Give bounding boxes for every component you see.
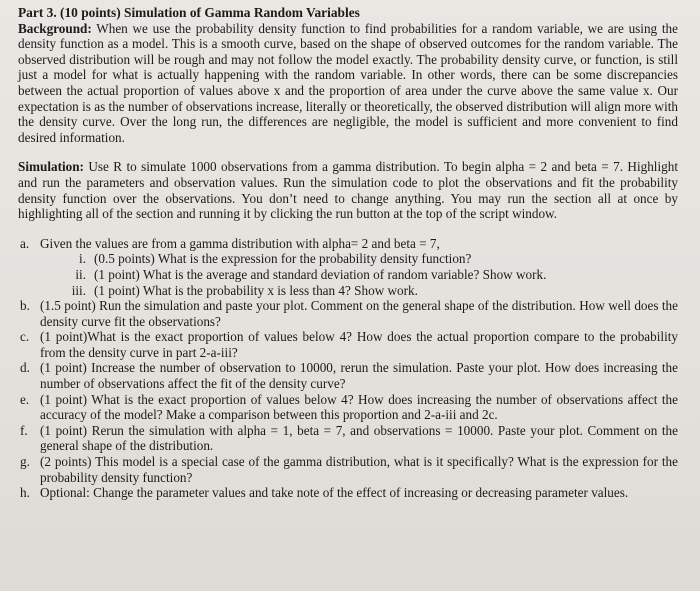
question-list [18,236,678,501]
simulation-label: Simulation: [18,159,84,175]
question-letter: c. [20,329,30,345]
sub-question-number: i. [79,251,86,267]
background-text: When we use the probability density function to find probabilities for a random variable, we are using the density function as a model. This is a smooth curve, based on the shape of observed outcomes for the random variable. The observed distribution will be rough and may not follow the model exactly. The probability density curve, or function, is still just a model for what is actually happening with the random variable. In other words, there can be some discrepancies between the actual proportion of values above x and the proportion of area under the curve above the same value x. Our expectation is as the number of observations increase, literally or theoretically, the observed distribution will align more with the density curve. Over the long run, the differences are negligible, the model is sufficient and more convenient to find desired information. [18,20,678,145]
simulation-text: Use R to simulate 1000 observations from a gamma distribution. To begin alpha = 2 and beta = 7. Highlight and run the parameters and observation values. Run the simulation code to plot the observations and fit the probability density function over the observations. You don’t need to change anything. You may run the section all at once by highlighting all of the section and running it by clicking the run button at the top of the script window. [18,159,678,222]
question-letter: b. [20,298,30,314]
sub-question-ii [64,267,678,283]
question-c [18,329,678,360]
question-text: (1 point) What is the exact proportion of values below 4? How does increasing the number of observations affect the accuracy of the model? Make a comparison between this proportion and 2-a-iii and 2c. [40,391,678,423]
part-title: Part 3. (10 points) Simulation of Gamma Random Variables [18,5,360,20]
question-text: Optional: Change the parameter values and take note of the effect of increasing or decreasing parameter values. [40,485,629,501]
question-text: Given the values are from a gamma distribution with alpha= 2 and beta = 7, [40,235,440,251]
question-f [18,423,678,454]
question-letter: a. [20,235,30,251]
question-a [18,236,678,298]
sub-question-list [40,251,678,298]
background-paragraph [18,21,678,146]
question-letter: g. [20,454,30,470]
question-d [18,360,678,391]
question-text: (2 points) This model is a special case of the gamma distribution, what is it specifically? What is the expression for the probability density function? [40,454,678,485]
question-e [18,392,678,423]
question-text: (1 point) Increase the number of observation to 10000, rerun the simulation. Paste your plot. How does increasing the number of observations affect the fit of the density curve? [40,360,678,392]
question-letter: e. [20,391,30,407]
question-text: (1 point) Rerun the simulation with alpha = 1, beta = 7, and observations = 10000. Paste your plot. Comment on the general shape of the distribution. [40,422,678,454]
question-b [18,298,678,329]
question-text: (1.5 point) Run the simulation and paste your plot. Comment on the general shape of the distribution. How well does the density curve fit the observations? [40,298,678,329]
question-letter: d. [20,360,30,376]
question-text: (1 point)What is the exact proportion of values below 4? How does the actual proportion compare to the probability from the density curve in part 2-a-iii? [40,329,678,360]
simulation-paragraph [18,159,678,221]
question-g [18,454,678,485]
sub-question-i [64,251,678,267]
sub-question-iii [64,283,678,299]
sub-question-number: iii. [71,282,86,298]
sub-question-text: (0.5 points) What is the expression for the probability density function? [94,251,472,267]
sub-question-number: ii. [75,266,86,282]
sub-question-text: (1 point) What is the average and standard deviation of random variable? Show work. [94,266,547,282]
question-letter: h. [20,485,30,501]
question-h [18,485,678,501]
question-letter: f. [20,422,28,438]
background-label: Background: [18,20,92,36]
sub-question-text: (1 point) What is the probability x is less than 4? Show work. [94,282,418,298]
